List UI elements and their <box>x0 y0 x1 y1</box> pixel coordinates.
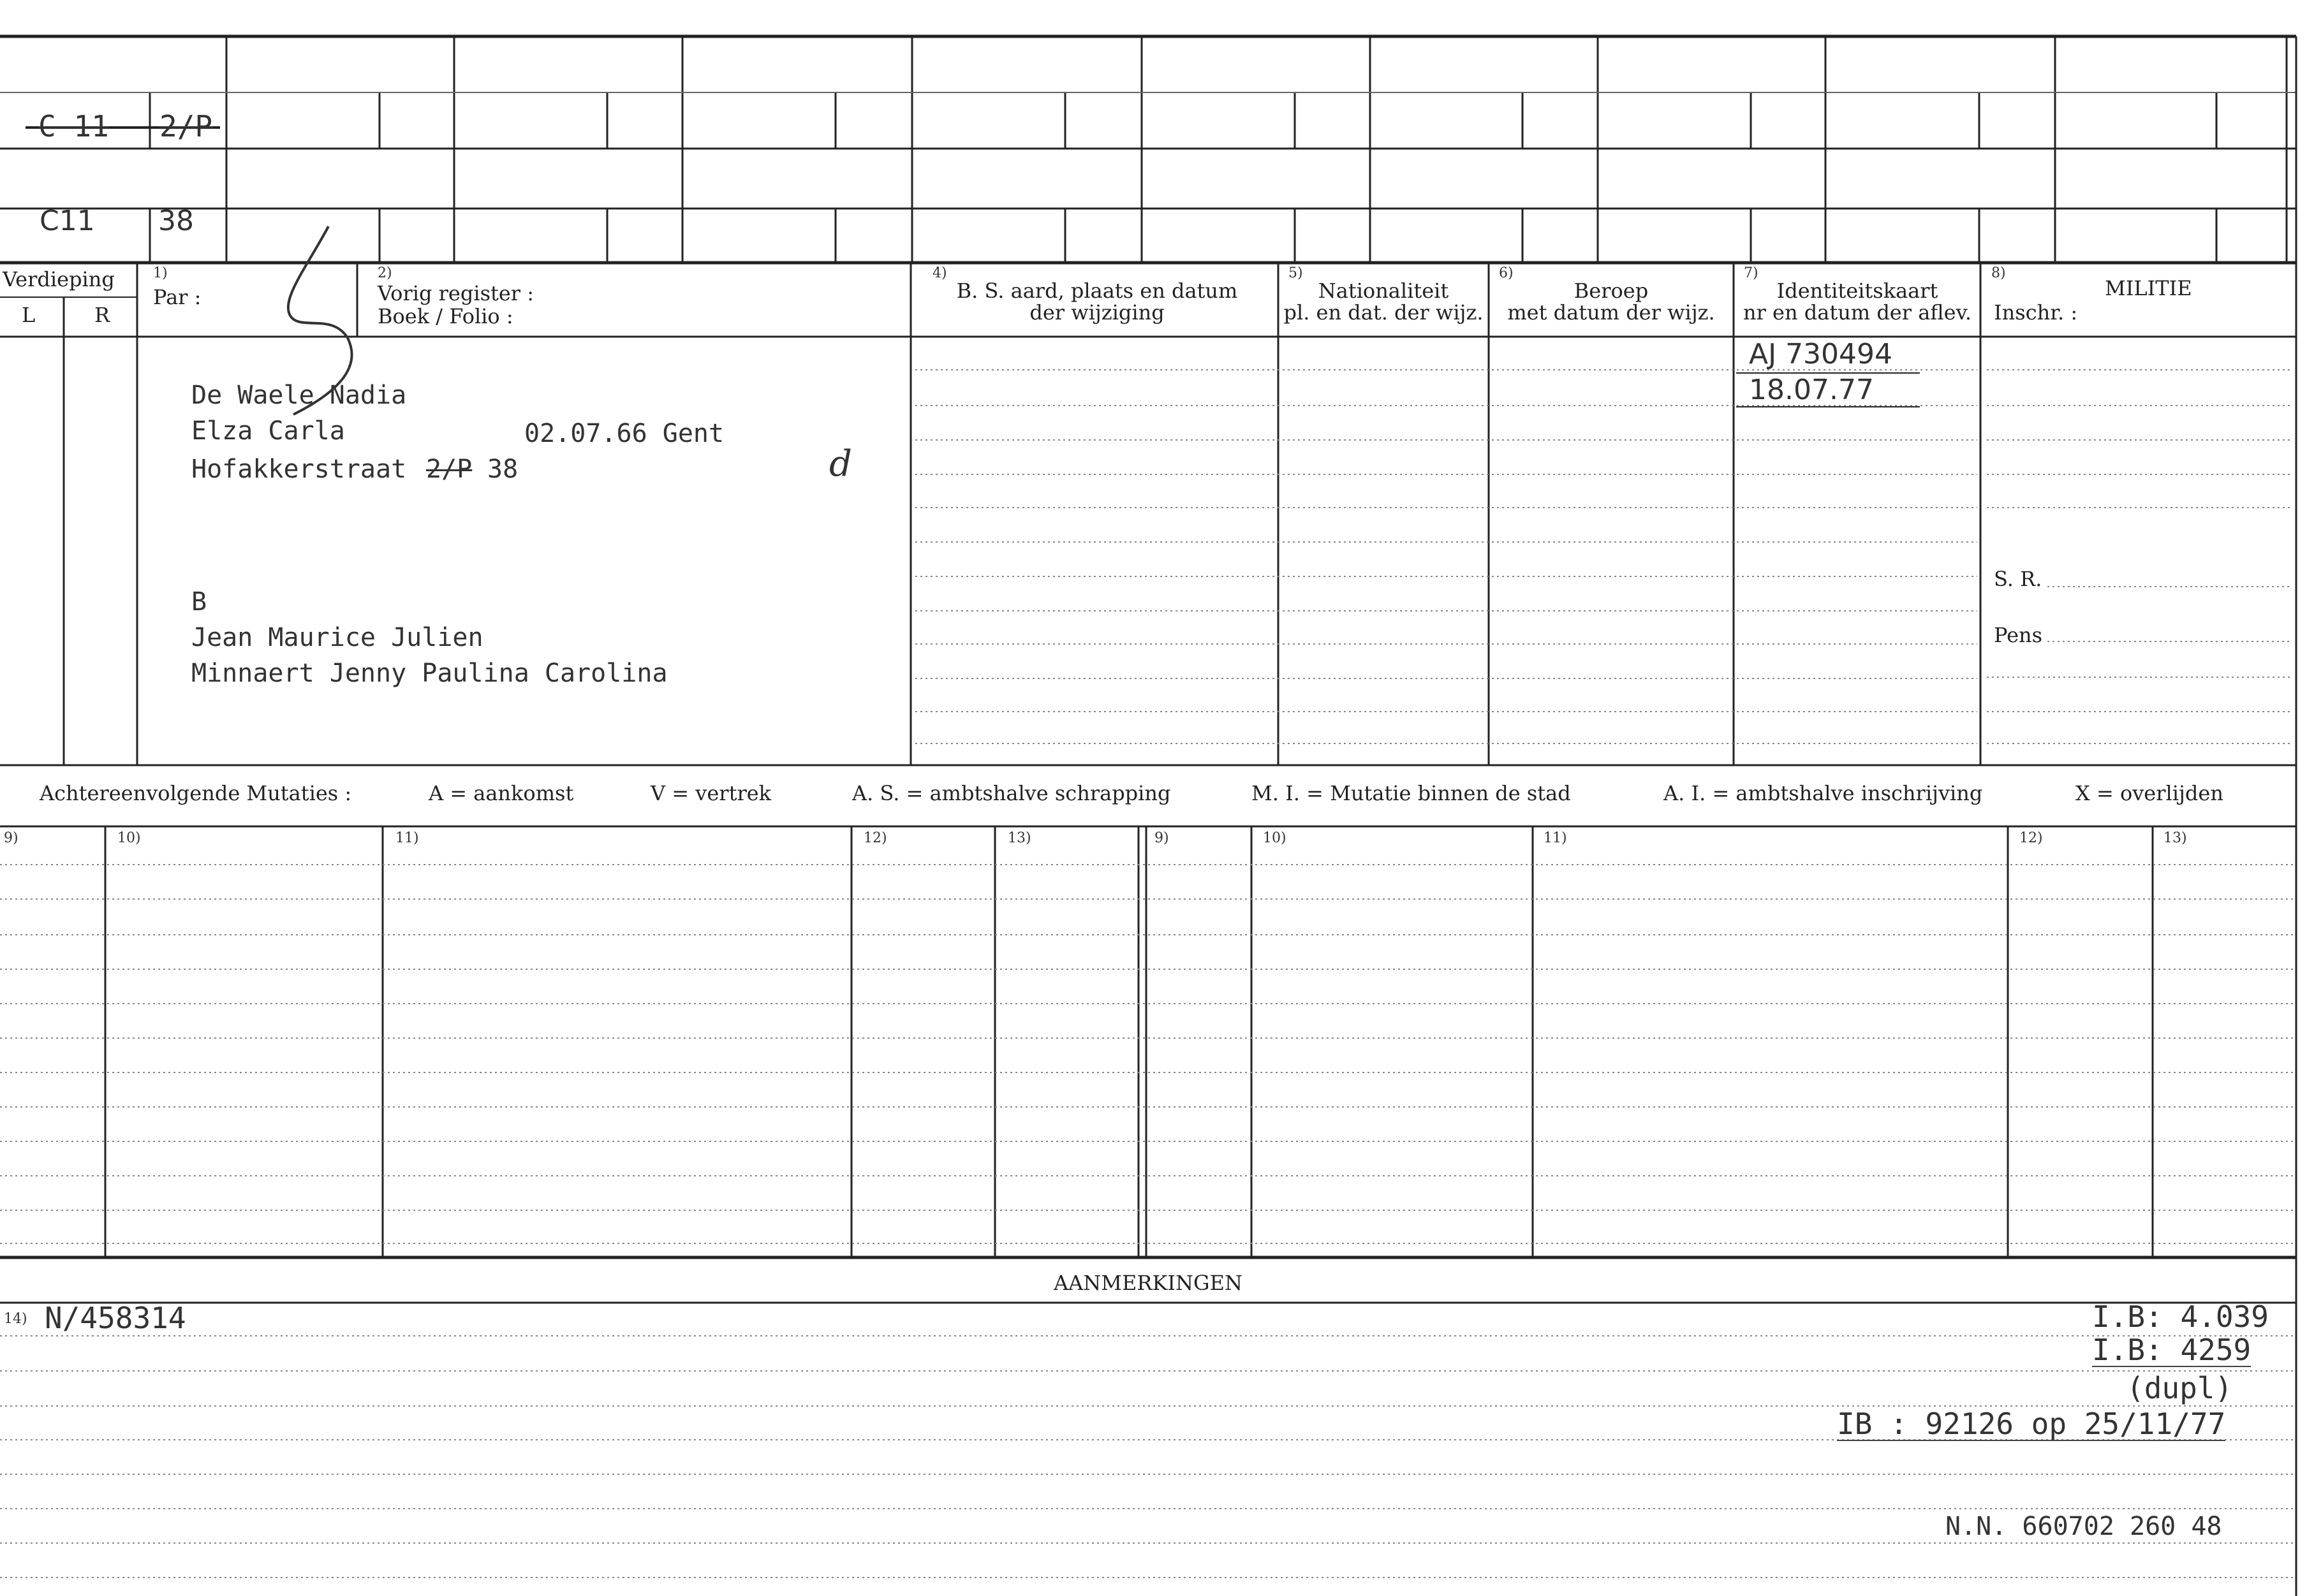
mut-col-9-a: 9) <box>4 830 18 846</box>
mut-col-11-a: 11) <box>395 830 419 846</box>
remarks-title: AANMERKINGEN <box>1054 1271 1242 1295</box>
person-given-names: Elza Carla <box>191 416 345 446</box>
mutaties-title: Achtereenvolgende Mutaties : <box>40 781 352 805</box>
header-par: Par : <box>153 285 202 309</box>
mut-col-12-b: 12) <box>2019 830 2043 846</box>
header-nat-line2: pl. en dat. der wijz. <box>1283 300 1484 325</box>
block-number: 38 <box>158 205 194 237</box>
col1-number: 1) <box>153 265 168 281</box>
mut-col-11-b: 11) <box>1544 830 1567 846</box>
remarks-nn: N.N. 660702 260 48 <box>1945 1512 2222 1541</box>
sex-mark: d <box>829 443 852 485</box>
father-name: Jean Maurice Julien <box>191 623 483 652</box>
marital-mark: B <box>191 587 207 617</box>
mut-col-10-a: 10) <box>117 830 141 846</box>
legend-mutatie-binnen-stad: M. I. = Mutatie binnen de stad <box>1251 781 1571 805</box>
person-street: Hofakkerstraat <box>191 455 407 484</box>
mut-col-13-b: 13) <box>2163 830 2187 846</box>
remarks-dupl: (dupl) <box>2126 1371 2233 1405</box>
col5-number: 5) <box>1288 265 1303 281</box>
mut-col-10-b: 10) <box>1263 830 1286 846</box>
header-vorig-register: Vorig register : <box>378 281 534 305</box>
header-left: L <box>22 303 36 327</box>
remarks-ib-1: I.B: 4.039 <box>2092 1299 2269 1334</box>
header-right: R <box>94 303 110 327</box>
mother-name: Minnaert Jenny Paulina Carolina <box>191 659 668 688</box>
header-bs-line1: B. S. aard, plaats en datum <box>956 279 1238 303</box>
col2-number: 2) <box>378 265 392 281</box>
remarks-number: 14) <box>4 1311 27 1327</box>
header-boek-folio: Boek / Folio : <box>378 304 513 328</box>
legend-aankomst: A = aankomst <box>429 781 574 805</box>
mut-col-12-a: 12) <box>864 830 887 846</box>
person-name: De Waele Nadia <box>191 381 407 410</box>
remarks-n-number: N/458314 <box>45 1301 186 1335</box>
remarks-ib-2: I.B: 4259 <box>2092 1333 2252 1367</box>
remarks-ib-3: IB : 92126 op 25/11/77 <box>1837 1407 2226 1441</box>
legend-vertrek: V = vertrek <box>651 781 772 805</box>
header-id-line1: Identiteitskaart <box>1776 279 1938 303</box>
header-verdieping: Verdieping <box>3 267 115 291</box>
legend-ambtshalve-inschrijving: A. I. = ambtshalve inschrijving <box>1663 781 1983 805</box>
header-inschr: Inschr. : <box>1994 300 2078 325</box>
header-nat-line1: Nationaliteit <box>1318 279 1449 303</box>
old-block-number: 2/P <box>159 109 213 143</box>
label-pens: Pens <box>1994 623 2043 647</box>
person-old-house-number: 2/P <box>426 455 473 484</box>
legend-ambtshalve-schrapping: A. S. = ambtshalve schrapping <box>852 781 1171 805</box>
mut-col-9-b: 9) <box>1154 830 1169 846</box>
header-id-line2: nr en datum der aflev. <box>1743 300 1972 325</box>
old-block-code: C 11 <box>38 109 109 143</box>
block-code: C11 <box>40 205 95 237</box>
id-card-date: 18.07.77 <box>1749 374 1874 406</box>
header-beroep-line2: met datum der wijz. <box>1507 300 1715 325</box>
header-beroep-line1: Beroep <box>1574 279 1649 303</box>
legend-overlijden: X = overlijden <box>2075 781 2223 805</box>
col8-number: 8) <box>1991 265 2006 281</box>
header-bs-line2: der wijziging <box>1029 300 1165 325</box>
person-house-number: 38 <box>487 455 519 484</box>
label-sr: S. R. <box>1994 567 2042 591</box>
header-militie: MILITIE <box>2105 276 2192 300</box>
col4-number: 4) <box>932 265 947 281</box>
col7-number: 7) <box>1744 265 1758 281</box>
mut-col-13-a: 13) <box>1008 830 1031 846</box>
id-card-number: AJ 730494 <box>1749 338 1893 370</box>
person-birth: 02.07.66 Gent <box>524 419 725 448</box>
col6-number: 6) <box>1499 265 1514 281</box>
